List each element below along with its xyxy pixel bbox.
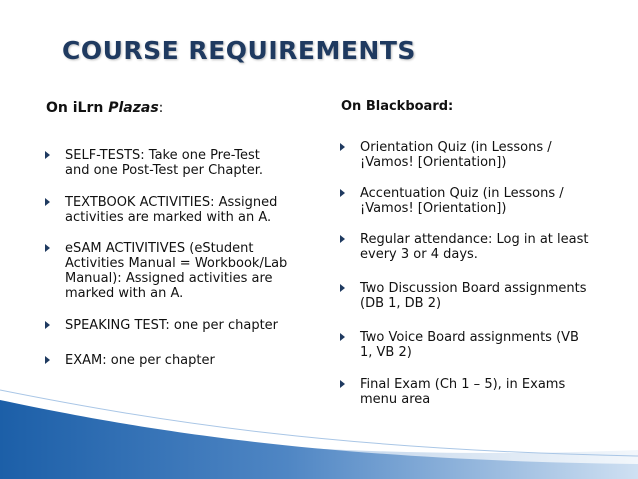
list-item — [45, 148, 263, 178]
list-item — [340, 330, 579, 360]
heading-emphasis: Plazas — [108, 100, 159, 116]
left-column-heading — [46, 100, 163, 116]
list-item — [45, 241, 287, 301]
list-item-text: Two Discussion Board assignments (DB 1, DB 2) — [360, 281, 587, 311]
heading-suffix: : — [158, 100, 164, 116]
list-item — [45, 318, 278, 333]
list-item — [340, 232, 588, 262]
triangle-bullet-icon — [340, 143, 345, 151]
list-item-text: TEXTBOOK ACTIVITIES: Assigned activities are marked with an A. — [65, 195, 278, 225]
list-item-text: SPEAKING TEST: one per chapter — [65, 318, 279, 333]
list-item — [340, 140, 552, 170]
list-item-text: EXAM: one per chapter — [65, 353, 215, 368]
list-item — [45, 195, 277, 225]
list-item — [340, 186, 564, 216]
heading-prefix: On iLrn — [46, 100, 109, 116]
list-item-text: Orientation Quiz (in Lessons / ¡Vamos! [Orientation]) — [360, 140, 552, 170]
triangle-bullet-icon — [45, 198, 50, 206]
triangle-bullet-icon — [340, 235, 345, 243]
slide-title: COURSE REQUIREMENTS — [62, 36, 416, 65]
triangle-bullet-icon — [45, 321, 50, 329]
triangle-bullet-icon — [340, 333, 345, 341]
triangle-bullet-icon — [340, 189, 345, 197]
triangle-bullet-icon — [340, 284, 345, 292]
triangle-bullet-icon — [45, 151, 50, 159]
list-item — [340, 281, 587, 311]
list-item-text: Accentuation Quiz (in Lessons / ¡Vamos! [Orientation]) — [360, 186, 564, 216]
list-item-text: SELF-TESTS: Take one Pre-Test and one Post-Test per Chapter. — [65, 148, 263, 178]
right-column-heading: On Blackboard: — [341, 99, 454, 114]
decorative-wave — [0, 380, 638, 479]
triangle-bullet-icon — [45, 244, 50, 252]
wave-dark-band — [0, 400, 638, 479]
triangle-bullet-icon — [45, 356, 50, 364]
list-item — [45, 353, 215, 368]
list-item-text: Two Voice Board assignments (VB 1, VB 2) — [360, 330, 579, 360]
list-item-text: Final Exam (Ch 1 – 5), in Exams menu area — [360, 377, 566, 407]
list-item-text: Regular attendance: Log in at least every 3 or 4 days. — [360, 232, 589, 262]
list-item-text: eSAM ACTIVITIVES (eStudent Activities Manual = Workbook/Lab Manual): Assigned activities are marked with an A. — [65, 241, 288, 301]
